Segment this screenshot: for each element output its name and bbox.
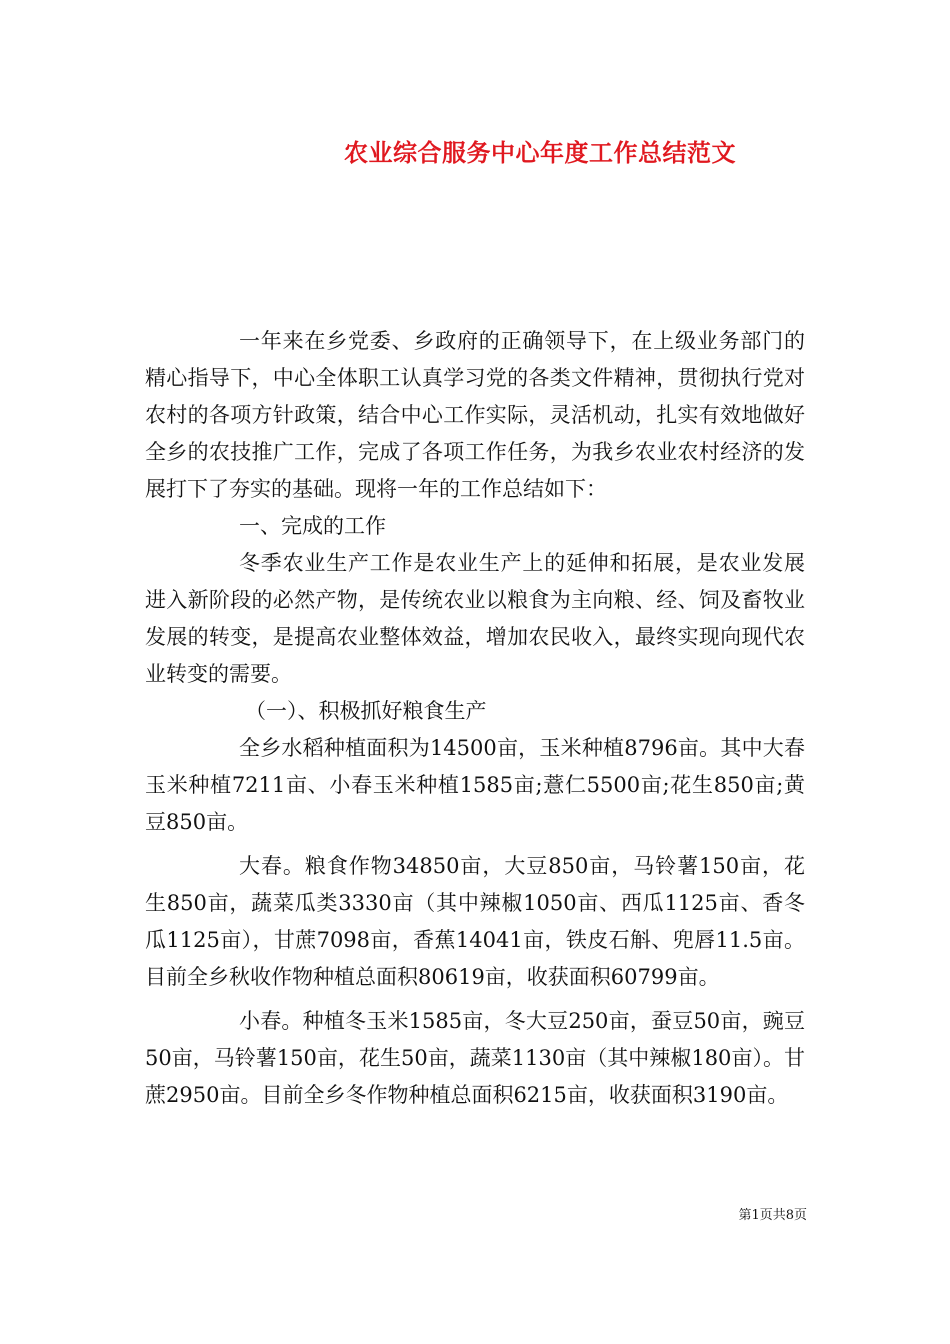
section-heading: 一、完成的工作: [239, 514, 386, 538]
body-paragraph: 小春。种植冬玉米1585亩，冬大豆250亩，蚕豆50亩，豌豆50亩，马铃薯150亩，花生50亩，蔬菜1130亩（其中辣椒180亩）。甘蔗2950亩。目前全乡冬作物种植总面积6215亩，收获面积3190亩。: [145, 1009, 805, 1107]
document-title: 农业综合服务中心年度工作总结范文: [344, 138, 736, 167]
intro-paragraph: 一年来在乡党委、乡政府的正确领导下，在上级业务部门的精心指导下，中心全体职工认真学习党的各类文件精神，贯彻执行党对农村的各项方针政策，结合中心工作实际，灵活机动，扎实有效地做好全乡的农技推广工作，完成了各项工作任务，为我乡农业农村经济的发展打下了夯实的基础。现将一年的工作总结如下：: [145, 329, 805, 501]
document-body: [145, 323, 805, 1114]
body-paragraph: 全乡水稻种植面积为14500亩，玉米种植8796亩。其中大春玉米种植7211亩、小春玉米种植1585亩;薏仁5500亩;花生850亩;黄豆850亩。: [145, 736, 805, 834]
body-paragraph: 大春。粮食作物34850亩，大豆850亩，马铃薯150亩，花生850亩，蔬菜瓜类3330亩（其中辣椒1050亩、西瓜1125亩、香冬瓜1125亩），甘蔗7098亩，香蕉14041亩，铁皮石斛、兜唇11.5亩。目前全乡秋收作物种植总面积80619亩，收获面积60799亩。: [145, 854, 805, 989]
page-number: 第1页共8页: [738, 1208, 807, 1223]
body-paragraph: 冬季农业生产工作是农业生产上的延伸和拓展，是农业发展进入新阶段的必然产物，是传统农业以粮食为主向粮、经、饲及畜牧业发展的转变，是提高农业整体效益，增加农民收入，最终实现向现代农业转变的需要。: [145, 551, 805, 686]
subsection-heading: （一）、积极抓好粮食生产: [245, 699, 487, 723]
